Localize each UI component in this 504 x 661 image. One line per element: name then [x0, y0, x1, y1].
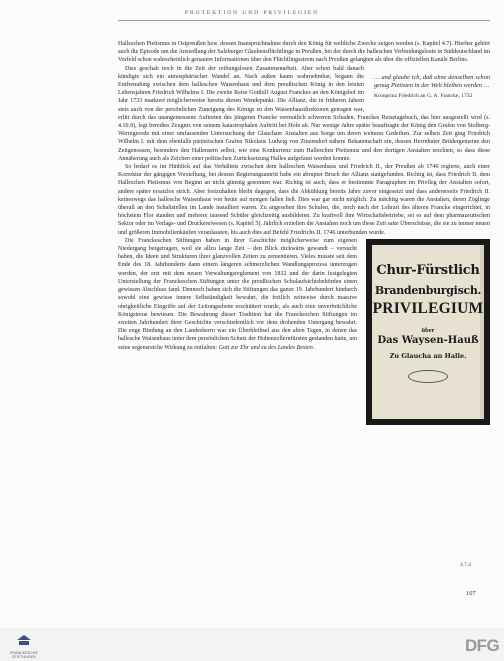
document-line-2: Brandenburgisch. — [374, 283, 482, 297]
foundation-logo — [6, 633, 42, 659]
stamp-seal — [408, 370, 448, 383]
foundation-logo-text-1: FRANCKESCHE — [10, 651, 38, 655]
foundation-logo-text-2: STIFTUNGEN — [12, 655, 36, 659]
document-line-6: Zu Glaucha an Halle. — [389, 351, 467, 360]
page-number: 107 — [466, 590, 476, 597]
quote-text: … und glaube ich, daß ohne denselben schon genug Pietisten in der Welt bleiben werden … — [374, 73, 490, 89]
paragraph-4-text: Die Franckeschen Stiftungen haben in ihrer Geschichte möglicherweise zum eigenen Niedergang beigetragen, weil sie allzu lange Zeit – den Blick rückwärts gewandt – versucht haben, die Ideen und Strukturen ihrer glanzvollen Zeiten zu zementieren. Vieles musste seit dem Ende des 18. Jahrhunderts dann einem längeren schmerzlichen Wandlungsprozess unterzogen werden, der erst mit dem neuen Verwaltungsreglement von 1832 und der darin festgelegten Unterstellung der Franckeschen Stiftungen unter die preußischen Schulaufsichtsbehörden einen gewissen Abschluss fand. Dennoch haben sich die Stiftungen das ganze 19. Jahrhundert hindurch sowohl eine gewisse innere Selbständigkeit bewahrt, die freilich zeitweise durch massive obrigkeitliche Eingriffe auf der Leitungsebene erschüttert wurde, als auch eine unverbrüchliche Königstreue bewiesen. Die Bewahrung dieser Tradition hat die Franckeschen Stiftungen im zweiten Jahrhundert ihrer Geschichte verschiedentlich vor dem drohenden Untergang bewahrt. Die enge Bindung an den Landesherrn war ein Überbleibsel aus den alten Tagen, in denen das hallesche Waisenhaus unter dem persönlichen Schutz der Hohenzollernfürsten gestanden hatte, um seine segensreiche Wirkung zu entfalten: — [118, 237, 358, 351]
paragraph-2: Dies geschah noch in die Zeit der reibungslosen Zusammenarbeit. Aber schon bald danach kündigte sich ein atmosphärischer Wandel an. Nach außen kaum wahrnehmbar, begann die Entfremdung zwischen dem halleschen Waisenhaus und dem preußischen König in den letzten Lebensjahren Friedrich Wilhelms I. Die zweite Reise Gotthilf August Franckes an den Königshof im Jahr 1733 markiert möglicherweise bereits diesen Wendepunkt. Die Allianz, die in früheren Jahren stets auch von der persönlichen Zuneigung des Königs zu den Waisenhausdirektoren getragen war, erlitt durch das unangemessene Auftreten des jüngeren Francke vermutlich schweren Schaden. Franckes Reisetagebuch, das hier ausgestellt wird (s. 4.10.9), legt beredtes Zeugnis von seinem katastrophalen Auftritt bei Hofe ab. Nur wenige Jahre später beauftragte der König den Grafen von Stolberg-Wernigerode mit einer umfassenden Untersuchung der Glauchaer Anstalten aus Sorge um deren weiteres Gedeihen. Zur selben Zeit ging Friedrich Wilhelm I. mit dem ebenfalls pietistischen Grafen Nikolaus Ludwig von Zinzendorf nähere Bekanntschaft ein, dessen Herrnhuter Brüdergemeine den Zeitgenossen, besonders den Hallensern selbst, wie eine Konkurrenz zum Halleschen Pietismus und den dortigen Anstalten erschien, so dass diese Annäherung auch als Zeichen einer politischen Zurücksetzung Halles aufgefasst werden konnte. — [118, 65, 490, 162]
paragraph-1: Halleschen Pietismus in Ostpreußen bzw. dessen Inanspruchnahme durch den König für weltliche Zwecke zeigen werden (s. Kapitel 4.7). Hierher gehört auch die Episode um die Ansiedlung der Salzburger Glaubensflüchtlinge in Preußen, bei der durch die halleschen Verbindungsleute in Süddeutschland im Vorfeld schon wahrscheinlich genauere Informationen über den Flüchtlingsstrom nach Preußen gelangten als über die offiziellen Kanäle Berlins. — [118, 41, 490, 64]
privilege-document — [372, 245, 484, 419]
foundation-logo-icon — [17, 635, 31, 646]
document-line-5: Das Waysen-Hauß — [377, 334, 479, 346]
figure-reference: 4.7.4 — [460, 562, 471, 568]
paragraph-4-motto: Gott zur Ehr und zu des Landes Besten. — [218, 344, 315, 351]
dfg-logo: DFG — [465, 636, 500, 655]
quote-source: Kronprinz Friedrich an G. A. Francke, 1732 — [374, 93, 473, 100]
body-text — [118, 40, 490, 429]
document-line-3: PRIVILEGIUM — [372, 299, 484, 317]
header-divider — [118, 20, 490, 21]
footer-bar — [0, 628, 504, 661]
document-line-4: über — [421, 326, 435, 334]
running-head: PROTEKTION UND PRIVILEGIEN — [184, 10, 320, 16]
side-quote — [374, 74, 490, 101]
document-line-1: Chur-Fürstlich — [376, 262, 480, 278]
figure-image — [366, 239, 490, 425]
paragraph-3: So bedarf es im Hinblick auf das Verhältnis zwischen dem halleschen Waisenhaus und Friedrich II., der Preußen ab 1740 regierte, auch einer Korrektur der gängigen Vorstellung, bei dessen Regierungsantritt habe ein abrupter Bruch der Allianz stattgefunden. Richtig ist, dass Friedrich II. dem Halleschen Pietismus von Beginn an nicht günstig gesonnen war. Richtig ist auch, dass er bestimmte Paragraphen im Privileg der Anstalten sofort, andere später ersatzlos strich. Aber festzuhalten bleibt dagegen, dass die Abkühlung bereits Jahre zuvor eingesetzt und dass andererseits Friedrich II. keineswegs das hallesche Waisenhaus von heute auf morgen fallen ließ. Dies war gar nicht möglich. Zu mächtig waren die Anstalten, deren Zöglinge überall an den Schaltstellen im Lande installiert waren. Zu angesehen ihre Schulen, die, noch nach der Lehrart des älteren Francke eingerichtet, in höchstem Flor standen und mehrere tausend Schüler gleichzeitig ausbildeten. Zu kraftvoll ihre Wirtschaftsbetriebe, sei es auf dem pharmazeutischen Sektor oder im Verlags- und Druckereiwesen (s. Kapitel 5). Jährlich erzielten die Anstalten noch um diese Zeit satte Überschüsse, die sie zu immer neuen und größeren Immobilienkäufen veranlassten, bis auch dies auf Befehl Friedrichs II. 1746 unterbunden wurde. — [118, 164, 490, 236]
privilege-figure — [366, 239, 490, 425]
